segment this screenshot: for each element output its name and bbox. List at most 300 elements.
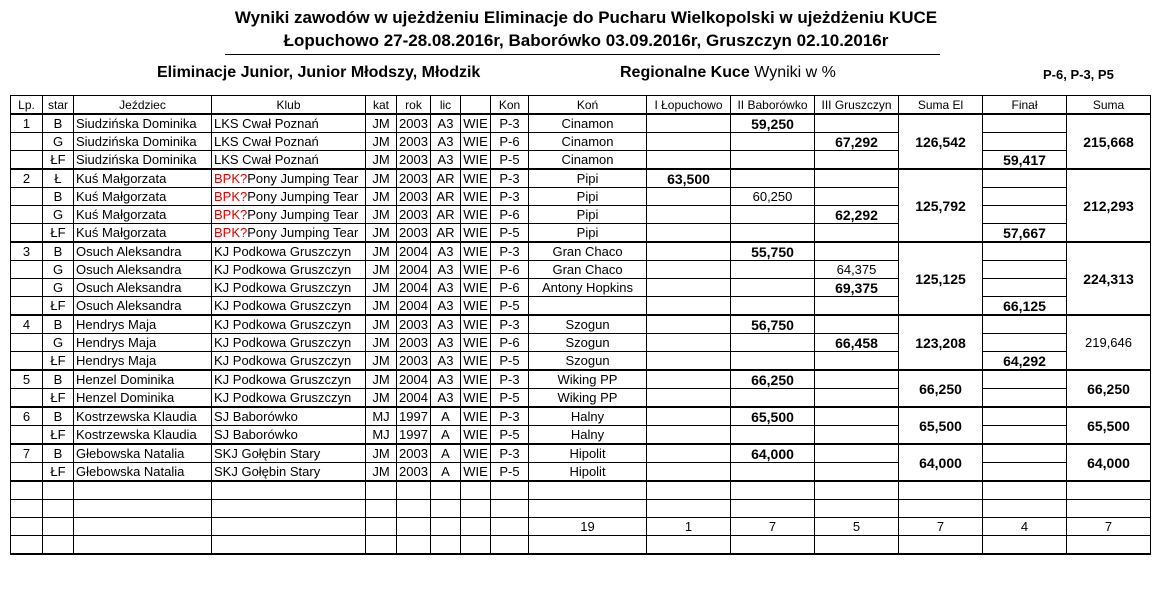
wie-cell: WIE bbox=[461, 444, 491, 463]
empty-cell bbox=[74, 481, 212, 500]
club-prefix: BPK? bbox=[214, 188, 248, 204]
kon-cell: P-3 bbox=[491, 370, 529, 389]
final-cell: 66,125 bbox=[983, 297, 1067, 316]
horse-cell: Cinamon bbox=[529, 133, 647, 151]
kat-cell: JM bbox=[366, 389, 397, 408]
kon-cell: P-3 bbox=[491, 169, 529, 188]
round3-cell bbox=[815, 224, 899, 243]
lp-cell bbox=[11, 389, 43, 408]
empty-row bbox=[11, 500, 1151, 518]
kat-cell: JM bbox=[366, 133, 397, 151]
column-header: Suma El bbox=[899, 96, 983, 115]
wie-cell: WIE bbox=[461, 426, 491, 445]
kon-cell: P-6 bbox=[491, 279, 529, 297]
suma-cell: 64,000 bbox=[1067, 444, 1151, 481]
empty-cell bbox=[431, 481, 461, 500]
final-cell bbox=[983, 426, 1067, 445]
empty-cell bbox=[431, 536, 461, 555]
round2-cell: 56,750 bbox=[731, 315, 815, 334]
column-header: Klub bbox=[212, 96, 366, 115]
rok-cell: 2003 bbox=[397, 206, 431, 224]
horse-cell: Pipi bbox=[529, 188, 647, 206]
wie-cell: WIE bbox=[461, 352, 491, 371]
star-cell: G bbox=[43, 334, 74, 352]
lp-cell bbox=[11, 261, 43, 279]
regional-bold: Regionalne Kuce bbox=[620, 64, 750, 81]
rok-cell: 1997 bbox=[397, 407, 431, 426]
table-row bbox=[11, 114, 1151, 133]
suma-el-cell: 66,250 bbox=[899, 370, 983, 407]
star-cell: B bbox=[43, 370, 74, 389]
suma-el-cell: 65,500 bbox=[899, 407, 983, 444]
empty-cell bbox=[461, 536, 491, 555]
round1-cell bbox=[647, 279, 731, 297]
wie-cell: WIE bbox=[461, 133, 491, 151]
round2-cell bbox=[731, 261, 815, 279]
round1-cell bbox=[647, 426, 731, 445]
lp-cell bbox=[11, 224, 43, 243]
lp-cell bbox=[11, 151, 43, 170]
kat-cell: JM bbox=[366, 315, 397, 334]
round1-cell bbox=[647, 224, 731, 243]
empty-cell bbox=[366, 500, 397, 518]
document-title: Wyniki zawodów w ujeżdżeniu Eliminacje do Pucharu Wielkopolski w ujeżdżeniu KUCE bbox=[234, 8, 938, 27]
kon-cell: P-6 bbox=[491, 206, 529, 224]
round2-cell bbox=[731, 133, 815, 151]
lp-cell: 5 bbox=[11, 370, 43, 389]
document-subtitle: Łopuchowo 27-28.08.2016r, Baborówko 03.09.2016r, Gruszczyn 02.10.2016r bbox=[283, 31, 889, 50]
round3-cell: 66,458 bbox=[815, 334, 899, 352]
round3-cell: 69,375 bbox=[815, 279, 899, 297]
club-name: SJ Baborówko bbox=[214, 408, 298, 424]
round1-cell: 63,500 bbox=[647, 169, 731, 188]
round3-cell bbox=[815, 407, 899, 426]
round3-cell bbox=[815, 242, 899, 261]
round2-cell bbox=[731, 463, 815, 482]
column-header: Jeździec bbox=[74, 96, 212, 115]
lic-cell: A3 bbox=[431, 315, 461, 334]
wie-cell: WIE bbox=[461, 279, 491, 297]
round3-cell bbox=[815, 151, 899, 170]
star-cell: G bbox=[43, 261, 74, 279]
empty-cell bbox=[899, 536, 983, 555]
final-cell bbox=[983, 444, 1067, 463]
lic-cell: A3 bbox=[431, 370, 461, 389]
kat-cell: JM bbox=[366, 151, 397, 170]
club-cell bbox=[212, 188, 366, 206]
wie-cell: WIE bbox=[461, 188, 491, 206]
round3-cell: 64,375 bbox=[815, 261, 899, 279]
rider-cell: Osuch Aleksandra bbox=[74, 279, 212, 297]
table-row bbox=[11, 444, 1151, 463]
final-cell bbox=[983, 370, 1067, 389]
suma-cell: 224,313 bbox=[1067, 242, 1151, 315]
rok-cell: 2003 bbox=[397, 114, 431, 133]
club-cell bbox=[212, 444, 366, 463]
club-cell bbox=[212, 463, 366, 482]
round1-cell bbox=[647, 297, 731, 316]
lp-cell bbox=[11, 206, 43, 224]
star-cell: ŁF bbox=[43, 297, 74, 316]
suma-cell: 215,668 bbox=[1067, 114, 1151, 169]
wie-cell: WIE bbox=[461, 169, 491, 188]
horse-cell: Gran Chaco bbox=[529, 242, 647, 261]
programs-label: P-6, P-3, P5 bbox=[1043, 67, 1114, 82]
rok-cell: 2004 bbox=[397, 297, 431, 316]
suma-el-cell: 123,208 bbox=[899, 315, 983, 370]
round1-cell bbox=[647, 315, 731, 334]
total-r2-cell: 7 bbox=[731, 518, 815, 536]
kat-cell: JM bbox=[366, 463, 397, 482]
kon-cell: P-3 bbox=[491, 114, 529, 133]
rok-cell: 2003 bbox=[397, 188, 431, 206]
lic-cell: AR bbox=[431, 206, 461, 224]
final-cell bbox=[983, 206, 1067, 224]
final-cell bbox=[983, 315, 1067, 334]
final-cell bbox=[983, 463, 1067, 482]
rider-cell: Głebowska Natalia bbox=[74, 463, 212, 482]
rok-cell: 2003 bbox=[397, 315, 431, 334]
kat-cell: MJ bbox=[366, 426, 397, 445]
table-row bbox=[11, 407, 1151, 426]
kon-cell: P-5 bbox=[491, 352, 529, 371]
club-prefix: BPK? bbox=[214, 224, 248, 240]
kat-cell: JM bbox=[366, 444, 397, 463]
wie-cell: WIE bbox=[461, 463, 491, 482]
wie-cell: WIE bbox=[461, 315, 491, 334]
horse-cell: Pipi bbox=[529, 169, 647, 188]
star-cell: G bbox=[43, 133, 74, 151]
categories-label: Eliminacje Junior, Junior Młodszy, Młodzik bbox=[157, 64, 481, 81]
lp-cell: 3 bbox=[11, 242, 43, 261]
title-underline bbox=[225, 54, 940, 55]
horse-cell: Cinamon bbox=[529, 114, 647, 133]
empty-cell bbox=[397, 500, 431, 518]
empty-cell bbox=[983, 536, 1067, 555]
horse-cell: Gran Chaco bbox=[529, 261, 647, 279]
lp-cell: 6 bbox=[11, 407, 43, 426]
rok-cell: 2003 bbox=[397, 151, 431, 170]
rok-cell: 2004 bbox=[397, 242, 431, 261]
empty-cell bbox=[731, 500, 815, 518]
final-cell bbox=[983, 279, 1067, 297]
star-cell: ŁF bbox=[43, 389, 74, 408]
rider-cell: Hendrys Maja bbox=[74, 334, 212, 352]
column-header: kat bbox=[366, 96, 397, 115]
final-cell bbox=[983, 407, 1067, 426]
round3-cell bbox=[815, 389, 899, 408]
final-cell: 64,292 bbox=[983, 352, 1067, 371]
round3-cell bbox=[815, 169, 899, 188]
club-cell bbox=[212, 407, 366, 426]
empty-cell bbox=[1067, 481, 1151, 500]
empty-cell bbox=[397, 481, 431, 500]
club-cell bbox=[212, 114, 366, 133]
club-name: Pony Jumping Tear bbox=[247, 224, 359, 240]
star-cell: B bbox=[43, 242, 74, 261]
wie-cell: WIE bbox=[461, 242, 491, 261]
lic-cell: AR bbox=[431, 169, 461, 188]
column-header: star bbox=[43, 96, 74, 115]
kat-cell: JM bbox=[366, 169, 397, 188]
club-name: LKS Cwał Poznań bbox=[214, 115, 319, 131]
empty-cell bbox=[366, 518, 397, 536]
column-header bbox=[461, 96, 491, 115]
empty-cell bbox=[74, 536, 212, 555]
empty-cell bbox=[43, 536, 74, 555]
rok-cell: 2003 bbox=[397, 224, 431, 243]
club-name: KJ Podkowa Gruszczyn bbox=[214, 334, 352, 350]
rok-cell: 2004 bbox=[397, 279, 431, 297]
kat-cell: JM bbox=[366, 352, 397, 371]
empty-cell bbox=[461, 518, 491, 536]
empty-cell bbox=[74, 518, 212, 536]
kat-cell: JM bbox=[366, 224, 397, 243]
lic-cell: A3 bbox=[431, 389, 461, 408]
kon-cell: P-5 bbox=[491, 297, 529, 316]
empty-cell bbox=[983, 481, 1067, 500]
rider-cell: Siudzińska Dominika bbox=[74, 114, 212, 133]
round1-cell bbox=[647, 444, 731, 463]
rok-cell: 2003 bbox=[397, 352, 431, 371]
kon-cell: P-3 bbox=[491, 315, 529, 334]
club-cell bbox=[212, 279, 366, 297]
kon-cell: P-6 bbox=[491, 261, 529, 279]
empty-row bbox=[11, 481, 1151, 500]
rider-cell: Osuch Aleksandra bbox=[74, 297, 212, 316]
rider-cell: Kuś Małgorzata bbox=[74, 169, 212, 188]
round2-cell bbox=[731, 169, 815, 188]
club-cell bbox=[212, 315, 366, 334]
rok-cell: 2004 bbox=[397, 261, 431, 279]
lic-cell: AR bbox=[431, 188, 461, 206]
wie-cell: WIE bbox=[461, 206, 491, 224]
rider-cell: Hendrys Maja bbox=[74, 315, 212, 334]
horse-cell: Pipi bbox=[529, 206, 647, 224]
lp-cell: 7 bbox=[11, 444, 43, 463]
empty-cell bbox=[11, 518, 43, 536]
table-row bbox=[11, 242, 1151, 261]
empty-cell bbox=[431, 500, 461, 518]
round2-cell bbox=[731, 151, 815, 170]
lic-cell: A bbox=[431, 463, 461, 482]
empty-cell bbox=[74, 500, 212, 518]
round1-cell bbox=[647, 334, 731, 352]
star-cell: ŁF bbox=[43, 352, 74, 371]
empty-cell bbox=[529, 536, 647, 555]
empty-cell bbox=[461, 481, 491, 500]
club-name: KJ Podkowa Gruszczyn bbox=[214, 316, 352, 332]
round1-cell bbox=[647, 242, 731, 261]
round2-cell bbox=[731, 206, 815, 224]
kat-cell: JM bbox=[366, 334, 397, 352]
kat-cell: JM bbox=[366, 297, 397, 316]
round2-cell bbox=[731, 224, 815, 243]
empty-cell bbox=[983, 500, 1067, 518]
star-cell: B bbox=[43, 407, 74, 426]
kon-cell: P-3 bbox=[491, 188, 529, 206]
horse-cell: Pipi bbox=[529, 224, 647, 243]
horse-cell: Halny bbox=[529, 426, 647, 445]
club-cell bbox=[212, 426, 366, 445]
kon-cell: P-3 bbox=[491, 242, 529, 261]
empty-cell bbox=[731, 536, 815, 555]
round3-cell bbox=[815, 188, 899, 206]
star-cell: ŁF bbox=[43, 426, 74, 445]
round3-cell bbox=[815, 444, 899, 463]
empty-cell bbox=[899, 481, 983, 500]
kon-cell: P-5 bbox=[491, 224, 529, 243]
final-cell bbox=[983, 334, 1067, 352]
round1-cell bbox=[647, 206, 731, 224]
empty-cell bbox=[212, 518, 366, 536]
club-name: KJ Podkowa Gruszczyn bbox=[214, 371, 352, 387]
star-cell: B bbox=[43, 315, 74, 334]
rok-cell: 2003 bbox=[397, 334, 431, 352]
round1-cell bbox=[647, 389, 731, 408]
star-cell: G bbox=[43, 279, 74, 297]
round3-cell bbox=[815, 315, 899, 334]
star-cell: ŁF bbox=[43, 463, 74, 482]
wie-cell: WIE bbox=[461, 297, 491, 316]
kon-cell: P-6 bbox=[491, 133, 529, 151]
total-fin-cell: 4 bbox=[983, 518, 1067, 536]
lp-cell bbox=[11, 188, 43, 206]
kon-cell: P-5 bbox=[491, 463, 529, 482]
lp-cell: 4 bbox=[11, 315, 43, 334]
lic-cell: A3 bbox=[431, 297, 461, 316]
empty-cell bbox=[11, 500, 43, 518]
column-header: I Łopuchowo bbox=[647, 96, 731, 115]
lp-cell bbox=[11, 334, 43, 352]
horse-cell: Hipolit bbox=[529, 444, 647, 463]
kon-cell: P-5 bbox=[491, 426, 529, 445]
star-cell: ŁF bbox=[43, 224, 74, 243]
round1-cell bbox=[647, 407, 731, 426]
lp-cell bbox=[11, 426, 43, 445]
horse-cell: Halny bbox=[529, 407, 647, 426]
round2-cell: 64,000 bbox=[731, 444, 815, 463]
round3-cell: 67,292 bbox=[815, 133, 899, 151]
empty-cell bbox=[43, 500, 74, 518]
final-cell bbox=[983, 133, 1067, 151]
round2-cell bbox=[731, 426, 815, 445]
rider-cell: Hendrys Maja bbox=[74, 352, 212, 371]
kon-cell: P-3 bbox=[491, 407, 529, 426]
club-name: SKJ Gołębin Stary bbox=[214, 445, 321, 461]
rider-cell: Kuś Małgorzata bbox=[74, 224, 212, 243]
star-cell: B bbox=[43, 444, 74, 463]
total-r1-cell: 1 bbox=[647, 518, 731, 536]
rider-cell: Osuch Aleksandra bbox=[74, 242, 212, 261]
empty-cell bbox=[1067, 536, 1151, 555]
round1-cell bbox=[647, 463, 731, 482]
wie-cell: WIE bbox=[461, 261, 491, 279]
empty-cell bbox=[815, 500, 899, 518]
star-cell: G bbox=[43, 206, 74, 224]
lic-cell: A3 bbox=[431, 279, 461, 297]
suma-el-cell: 125,792 bbox=[899, 169, 983, 242]
club-cell bbox=[212, 370, 366, 389]
column-header: Suma bbox=[1067, 96, 1151, 115]
rok-cell: 2004 bbox=[397, 389, 431, 408]
table-row bbox=[11, 315, 1151, 334]
empty-cell bbox=[647, 481, 731, 500]
club-name: SJ Baborówko bbox=[214, 426, 298, 442]
empty-cell bbox=[43, 481, 74, 500]
wie-cell: WIE bbox=[461, 370, 491, 389]
lic-cell: A3 bbox=[431, 352, 461, 371]
empty-cell bbox=[491, 518, 529, 536]
empty-cell bbox=[397, 536, 431, 555]
club-cell bbox=[212, 133, 366, 151]
column-header: Koń bbox=[529, 96, 647, 115]
lic-cell: A3 bbox=[431, 242, 461, 261]
empty-cell bbox=[529, 500, 647, 518]
club-cell bbox=[212, 169, 366, 188]
club-name: KJ Podkowa Gruszczyn bbox=[214, 279, 352, 295]
lic-cell: A3 bbox=[431, 261, 461, 279]
kon-cell: P-5 bbox=[491, 389, 529, 408]
horse-cell: Szogun bbox=[529, 352, 647, 371]
club-name: KJ Podkowa Gruszczyn bbox=[214, 261, 352, 277]
lp-cell: 2 bbox=[11, 169, 43, 188]
lp-cell bbox=[11, 463, 43, 482]
total-horse-cell: 19 bbox=[529, 518, 647, 536]
suma-cell: 219,646 bbox=[1067, 315, 1151, 370]
club-name: KJ Podkowa Gruszczyn bbox=[214, 243, 352, 259]
rider-cell: Kuś Małgorzata bbox=[74, 188, 212, 206]
lic-cell: A3 bbox=[431, 334, 461, 352]
round1-cell bbox=[647, 370, 731, 389]
round3-cell bbox=[815, 463, 899, 482]
final-cell: 57,667 bbox=[983, 224, 1067, 243]
empty-cell bbox=[366, 481, 397, 500]
wie-cell: WIE bbox=[461, 389, 491, 408]
suma-el-cell: 125,125 bbox=[899, 242, 983, 315]
round2-cell bbox=[731, 389, 815, 408]
suma-el-cell: 126,542 bbox=[899, 114, 983, 169]
horse-cell: Szogun bbox=[529, 334, 647, 352]
club-cell bbox=[212, 389, 366, 408]
empty-cell bbox=[212, 536, 366, 555]
totals-row bbox=[11, 518, 1151, 536]
club-name: Pony Jumping Tear bbox=[247, 170, 359, 186]
round2-cell: 59,250 bbox=[731, 114, 815, 133]
lic-cell: A bbox=[431, 426, 461, 445]
round3-cell bbox=[815, 297, 899, 316]
kat-cell: JM bbox=[366, 279, 397, 297]
empty-cell bbox=[11, 536, 43, 555]
lic-cell: A3 bbox=[431, 133, 461, 151]
final-cell bbox=[983, 242, 1067, 261]
kat-cell: JM bbox=[366, 242, 397, 261]
lp-cell bbox=[11, 133, 43, 151]
club-cell bbox=[212, 261, 366, 279]
lp-cell: 1 bbox=[11, 114, 43, 133]
suma-cell: 212,293 bbox=[1067, 169, 1151, 242]
empty-cell bbox=[731, 481, 815, 500]
rok-cell: 2004 bbox=[397, 370, 431, 389]
round1-cell bbox=[647, 188, 731, 206]
club-cell bbox=[212, 242, 366, 261]
results-body bbox=[11, 114, 1151, 554]
horse-cell: Hipolit bbox=[529, 463, 647, 482]
column-header: Finał bbox=[983, 96, 1067, 115]
club-cell bbox=[212, 206, 366, 224]
round2-cell bbox=[731, 334, 815, 352]
empty-cell bbox=[647, 500, 731, 518]
